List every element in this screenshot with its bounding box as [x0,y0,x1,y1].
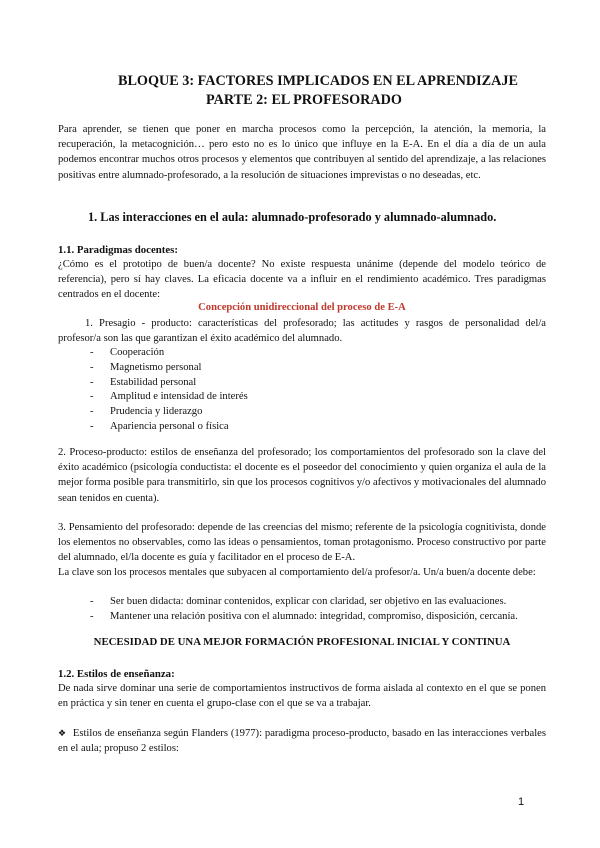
red-subheading: Concepción unidireccional del proceso de E-A [198,302,406,313]
list-item: - Estabilidad personal [90,376,197,388]
presagio-bullet-list [58,346,248,435]
document-title-line2: PARTE 2: EL PROFESORADO [206,92,402,108]
list-item: - Ser buen didacta: dominar contenidos, explicar con claridad, ser objetivo en las evaluaciones. [90,596,507,607]
page-number: 1 [518,796,525,808]
clave-paragraph: La clave son los procesos mentales que subyacen al comportamiento del/a profesor/a. Un/a buen/a docente debe: [58,567,536,578]
subsection-paradigmas-heading: 1.1. Paradigmas docentes: [58,244,178,256]
presagio-producto-paragraph: 1. Presagio - producto: características del profesorado; las actitudes y rasgos de personalidad del/a profesor/a son las que garantizan el éxito académico del alumnado. [58,318,546,345]
section1-heading: 1. Las interacciones en el aula: alumnado-profesorado y alumnado-alumnado. [88,210,497,224]
intro-paragraph: Para aprender, se tienen que poner en marcha procesos como la percepción, la atención, la memoria, la recuperación, la metacognición… pero esto no es lo único que influye en la E-A. En el día a día de un aula podemos encontrar muchos otros procesos y elementos que contribuyen al sentido del aprendizaje, a las relaciones positivas entre alumnado-profesorado, a la resolución de situaciones imprevistas o no deseadas, etc. [58,124,546,181]
pensamiento-paragraph: 3. Pensamiento del profesorado: depende de las creencias del mismo; referente de la psicología cognitivista, donde los elementos no observables, como las ideas o pensamientos, toman protagonismo. Proceso constructivo por parte del alumnado, el/la docente es guía y facilitador en el proceso de E-A. [58,522,546,564]
diamond-bullet-icon: ❖ [58,728,67,738]
list-item: - Amplitud e intensidad de interés [90,391,248,403]
list-item: - Apariencia personal o física [90,420,229,432]
list-item: - Magnetismo personal [90,361,202,373]
proceso-producto-paragraph: 2. Proceso-producto: estilos de enseñanza del profesorado; los comportamientos del profesorado son la clave del éxito académico (psicología conductista: el docente es el poseedor del conocimiento y quien organiza el aula de la mejor forma posible para transmitirlo, sin que los procesos cognitivos y/o afectivos y motivacionales del alumnado sean tenidos en cuenta). [58,447,546,504]
necesidad-heading: NECESIDAD DE UNA MEJOR FORMACIÓN PROFESIONAL INICIAL Y CONTINUA [93,636,511,648]
list-item: - Prudencia y liderazgo [90,406,203,418]
flanders-paragraph: ❖ Estilos de enseñanza según Flanders (1977): paradigma proceso-producto, basado en las interacciones verbales en el aula; propuso 2 estilos: [58,728,546,755]
list-item: - Mantener una relación positiva con el alumnado: integridad, compromiso, disposición, cercanía. [90,610,518,622]
paradigmas-paragraph: ¿Cómo es el prototipo de buen/a docente? No existe respuesta unánime (depende del modelo teórico de referencia), pero sí hay claves. La eficacia docente va a influir en el rendimiento académico. Tres paradigmas centrados en el docente: [58,259,546,301]
estilos-paragraph: De nada sirve dominar una serie de comportamientos instructivos de forma aislada al contexto en el que se ponen en práctica y sin tener en cuenta el grupo-clase con el que se va a trabajar. [58,683,546,710]
list-item: - Cooperación [90,347,165,358]
docente-bullet-list [58,595,518,625]
subsection-estilos-heading: 1.2. Estilos de enseñanza: [58,668,175,680]
document-title-line1: BLOQUE 3: FACTORES IMPLICADOS EN EL APRENDIZAJE [118,73,518,89]
